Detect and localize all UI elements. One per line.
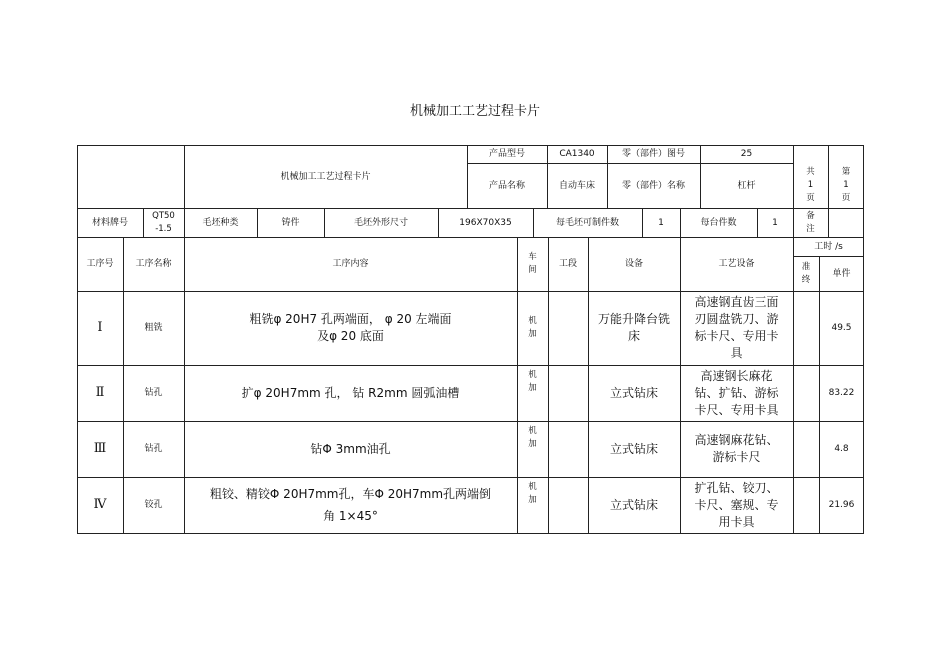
part-name-label: 零（部件）名称 bbox=[621, 180, 685, 191]
blank-size-value: 196X70X35 bbox=[459, 217, 512, 228]
remarks-label: 备 注 bbox=[806, 210, 815, 234]
op-content: 粗铰、精铰Φ 20H7mm孔，车Φ 20H7mm孔两端倒 角 1×45° bbox=[209, 487, 492, 523]
parts-per-machine-value: 1 bbox=[772, 217, 778, 228]
document-title: 机械加工工艺过程卡片 bbox=[409, 104, 540, 119]
op-equipment: 立式钻床 bbox=[609, 497, 658, 512]
parts-per-machine-label: 每台件数 bbox=[700, 217, 737, 228]
op-unit-time: 49.5 bbox=[831, 323, 852, 333]
op-number: Ⅰ bbox=[97, 320, 103, 335]
material-label: 材料牌号 bbox=[91, 217, 128, 228]
col-workshop: 车 间 bbox=[528, 252, 537, 275]
product-name-label: 产品名称 bbox=[488, 180, 525, 191]
op-workshop: 机 加 bbox=[528, 370, 537, 393]
op-content: 扩φ 20H7mm 孔， 钻 R2mm 圆弧油槽 bbox=[241, 385, 460, 400]
col-op-content: 工序内容 bbox=[332, 259, 369, 269]
col-time: 工时 /s bbox=[814, 241, 843, 252]
product-model-value: CA1340 bbox=[559, 149, 595, 159]
op-equipment: 立式钻床 bbox=[609, 385, 658, 400]
op-unit-time: 21.96 bbox=[828, 500, 855, 510]
blank-type-value: 铸件 bbox=[281, 217, 300, 228]
card-name: 机械加工工艺过程卡片 bbox=[280, 171, 371, 182]
op-workshop: 机 加 bbox=[528, 426, 537, 449]
material-value: QT50 -1.5 bbox=[152, 210, 175, 234]
op-unit-time: 83.22 bbox=[828, 388, 855, 398]
col-tooling: 工艺设备 bbox=[718, 259, 755, 269]
total-pages: 共 1 页 bbox=[806, 167, 815, 203]
op-content: 粗铣φ 20H7 孔两端面， φ 20 左端面 及φ 20 底面 bbox=[249, 312, 452, 343]
op-tooling: 高速钢直齿三面 刃圆盘铣刀、游 标卡尺、专用卡 具 bbox=[694, 295, 779, 360]
process-card-table bbox=[77, 145, 864, 534]
part-drawing-no-value: 25 bbox=[740, 149, 753, 159]
product-name-value: 自动车床 bbox=[558, 180, 595, 191]
op-content: 钻Φ 3mm油孔 bbox=[310, 441, 391, 456]
product-model-label: 产品型号 bbox=[488, 149, 525, 159]
op-name: 钻孔 bbox=[144, 444, 163, 454]
col-op-name: 工序名称 bbox=[135, 259, 172, 269]
col-section: 工段 bbox=[558, 259, 577, 269]
op-tooling: 高速钢长麻花 钻、扩钻、游标 卡尺、专用卡具 bbox=[694, 368, 779, 417]
op-workshop: 机 加 bbox=[528, 482, 537, 505]
rule-v-m11 bbox=[828, 208, 829, 237]
page-number: 第 1 页 bbox=[841, 167, 851, 203]
col-unit-time: 单件 bbox=[832, 268, 851, 279]
blank-size-label: 毛坯外形尺寸 bbox=[353, 217, 408, 228]
op-name: 铰孔 bbox=[144, 500, 163, 510]
blank-type-label: 毛坯种类 bbox=[202, 217, 239, 228]
op-equipment: 立式钻床 bbox=[609, 441, 658, 456]
op-number: Ⅱ bbox=[95, 385, 105, 400]
col-prep-time: 准 终 bbox=[801, 261, 811, 285]
col-equipment: 设备 bbox=[624, 259, 643, 269]
part-name-value: 杠杆 bbox=[737, 180, 756, 191]
op-workshop: 机 加 bbox=[528, 316, 537, 339]
parts-per-blank-label: 每毛坯可制件数 bbox=[555, 217, 619, 228]
col-op-no: 工序号 bbox=[86, 259, 114, 269]
op-number: Ⅲ bbox=[93, 441, 107, 456]
op-name: 钻孔 bbox=[144, 388, 163, 398]
op-number: Ⅳ bbox=[93, 497, 107, 512]
part-drawing-no-label: 零（部件）图号 bbox=[621, 149, 685, 159]
parts-per-blank-value: 1 bbox=[658, 217, 664, 228]
op-tooling: 高速钢麻花钻、 游标卡尺 bbox=[694, 433, 779, 464]
op-tooling: 扩孔钻、铰刀、 卡尺、塞规、专 用卡具 bbox=[694, 480, 779, 529]
op-unit-time: 4.8 bbox=[834, 444, 849, 454]
op-name: 粗铣 bbox=[144, 323, 163, 333]
border-bottom bbox=[77, 533, 864, 534]
op-equipment: 万能升降台铣 床 bbox=[597, 312, 670, 343]
